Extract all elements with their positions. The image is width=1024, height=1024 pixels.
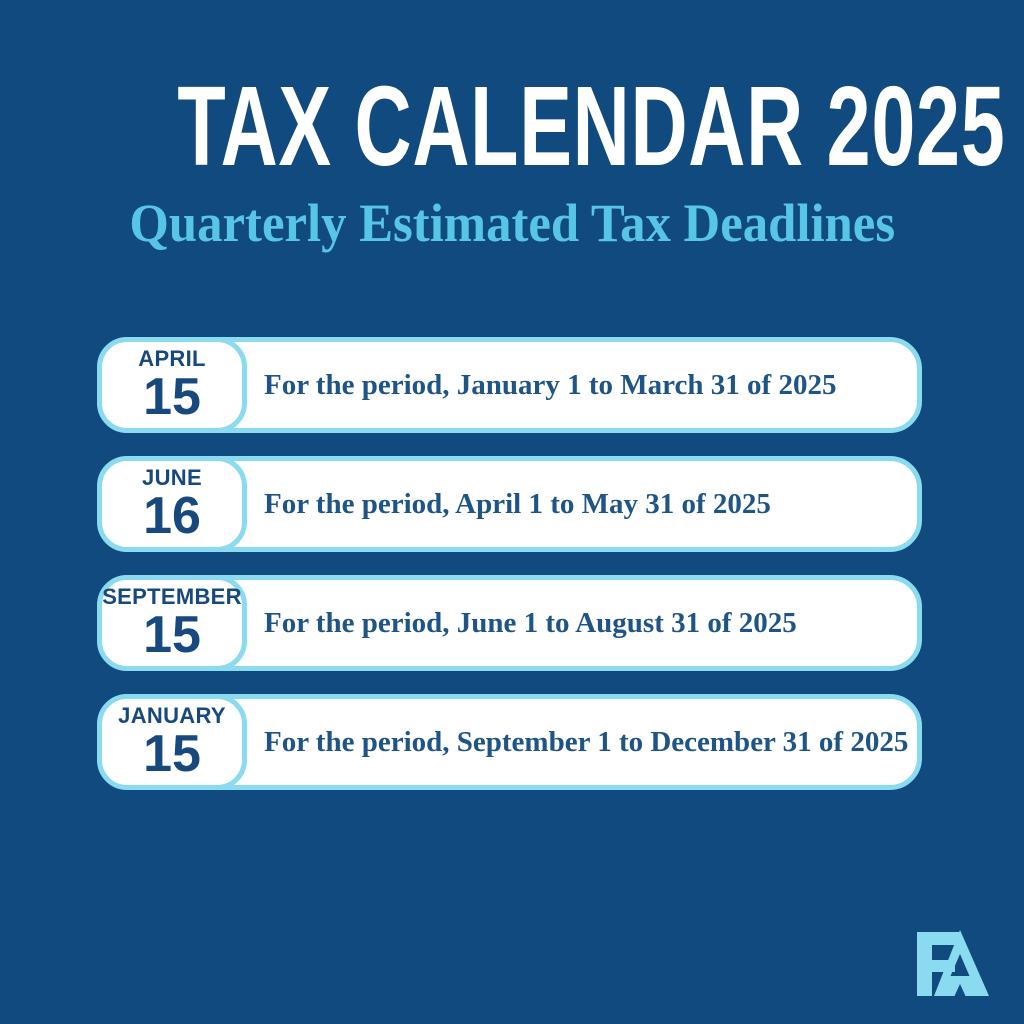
page-title [0,63,1024,189]
date-badge [97,694,247,790]
day-number: 16 [143,486,201,545]
deadline-row-june [97,456,922,552]
period-description: For the period, April 1 to May 31 of 2025 [264,487,771,520]
page-title-text: TAX CALENDAR 2025 [177,63,1006,189]
period-description: For the period, January 1 to March 31 of 2025 [264,368,837,401]
page-subtitle [0,194,1024,253]
month-label: APRIL [138,346,206,372]
deadline-list [97,337,922,813]
deadline-row-april [97,337,922,433]
month-label: JANUARY [118,703,226,729]
deadline-row-september [97,575,922,671]
day-number: 15 [143,367,201,426]
date-badge [97,337,247,433]
month-label: SEPTEMBER [102,584,242,610]
day-number: 15 [143,724,201,783]
page-subtitle-text: Quarterly Estimated Tax Deadlines [129,193,895,253]
fa-brand-logo-icon [912,928,994,1000]
period-description: For the period, September 1 to December 31 of 2025 [264,725,909,758]
deadline-row-january [97,694,922,790]
period-description: For the period, June 1 to August 31 of 2025 [264,606,797,639]
date-badge [97,456,247,552]
date-badge [97,575,247,671]
day-number: 15 [143,605,201,664]
month-label: JUNE [142,465,202,491]
